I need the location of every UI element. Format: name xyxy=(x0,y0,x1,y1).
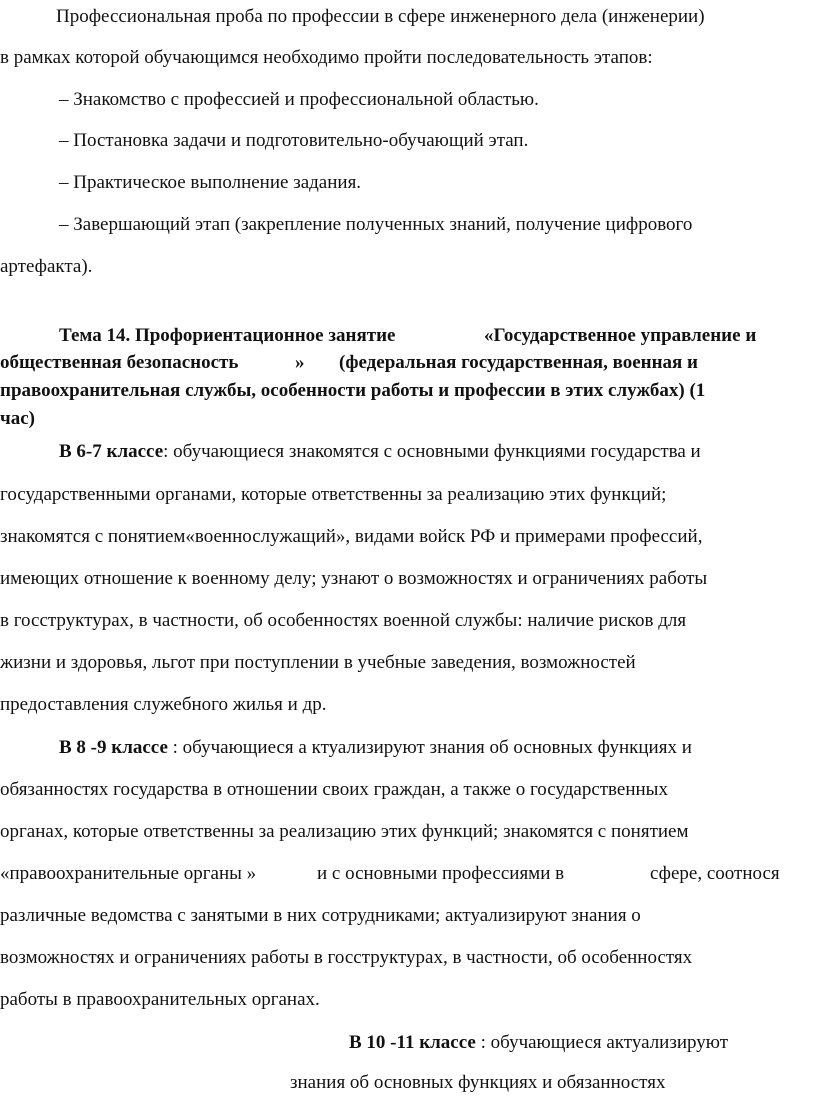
grade-6-7-line-3: знакомятся с понятием«военнослужащий», видами войск РФ и примерами профессий, xyxy=(0,526,703,547)
stage-item-2: – Постановка задачи и подготовительно-обучающий этап. xyxy=(59,130,529,151)
grade-10-11-label: В 10 -11 классе xyxy=(349,1032,476,1053)
stage-item-3: – Практическое выполнение задания. xyxy=(59,172,362,193)
topic-heading-line-4: час) xyxy=(0,408,35,429)
grade-6-7-line-4: имеющих отношение к военному делу; узнают о возможностях и ограничениях работы xyxy=(0,568,708,589)
grade-6-7-line-6: жизни и здоровья, льгот при поступлении в учебные заведения, возможностей xyxy=(0,652,636,673)
grade-8-9-label: В 8 -9 классе xyxy=(59,737,168,758)
grade-8-9-line-4a: «правоохранительные органы » xyxy=(0,863,257,884)
topic-heading-line-3: правоохранительная службы, особенности работы и профессии в этих службах) (1 xyxy=(0,380,706,401)
topic-heading-line-2-mid: » xyxy=(295,352,305,373)
grade-6-7-label: В 6-7 классе xyxy=(59,441,164,462)
grade-10-11-line-2: знания об основных функциях и обязанностях xyxy=(290,1072,666,1093)
intro-line-2: в рамках которой обучающимся необходимо пройти последовательность этапов: xyxy=(0,47,653,68)
grade-6-7-text: : обучающиеся знакомятся с основными функциями государства и xyxy=(163,441,701,462)
grade-8-9-line-6: возможностях и ограничениях работы в госструктурах, в частности, об особенностях xyxy=(0,947,693,968)
topic-heading-line-1-left: Тема 14. Профориентационное занятие xyxy=(59,325,396,346)
grade-10-11-text: : обучающиеся актуализируют xyxy=(480,1032,729,1053)
grade-8-9-line-3: органах, которые ответственны за реализацию этих функций; знакомятся с понятием xyxy=(0,821,689,842)
intro-line-1: Профессиональная проба по профессии в сфере инженерного дела (инженерии) xyxy=(56,6,705,27)
grade-8-9-line-7: работы в правоохранительных органах. xyxy=(0,989,320,1010)
grade-6-7-first-line xyxy=(59,441,701,463)
grade-6-7-line-5: в госструктурах, в частности, об особенностях военной службы: наличие рисков для xyxy=(0,610,687,631)
grade-8-9-line-4c: сфере, соотнося xyxy=(650,863,780,884)
grade-8-9-text: : обучающиеся а ктуализируют знания об основных функциях и xyxy=(172,737,692,758)
stage-item-4-continued: артефакта). xyxy=(0,256,93,277)
grade-6-7-line-2: государственными органами, которые ответственны за реализацию этих функций; xyxy=(0,484,667,505)
grade-6-7-line-7: предоставления служебного жилья и др. xyxy=(0,694,327,715)
stage-item-4: – Завершающий этап (закрепление полученных знаний, получение цифрового xyxy=(59,214,693,235)
grade-10-11-first-line xyxy=(349,1032,728,1054)
grade-8-9-line-5: различные ведомства с занятыми в них сотрудниками; актуализируют знания о xyxy=(0,905,641,926)
topic-heading-line-1-right: «Государственное управление и xyxy=(484,325,757,346)
topic-heading-line-2-right: (федеральная государственная, военная и xyxy=(339,352,699,373)
grade-8-9-line-2: обязанностях государства в отношении своих граждан, а также о государственных xyxy=(0,779,668,800)
stage-item-1: – Знакомство с профессией и профессиональной областью. xyxy=(59,89,539,110)
grade-8-9-line-4b: и с основными профессиями в xyxy=(317,863,565,884)
grade-8-9-first-line xyxy=(59,737,692,759)
topic-heading-line-2-left: общественная безопасность xyxy=(0,352,239,373)
